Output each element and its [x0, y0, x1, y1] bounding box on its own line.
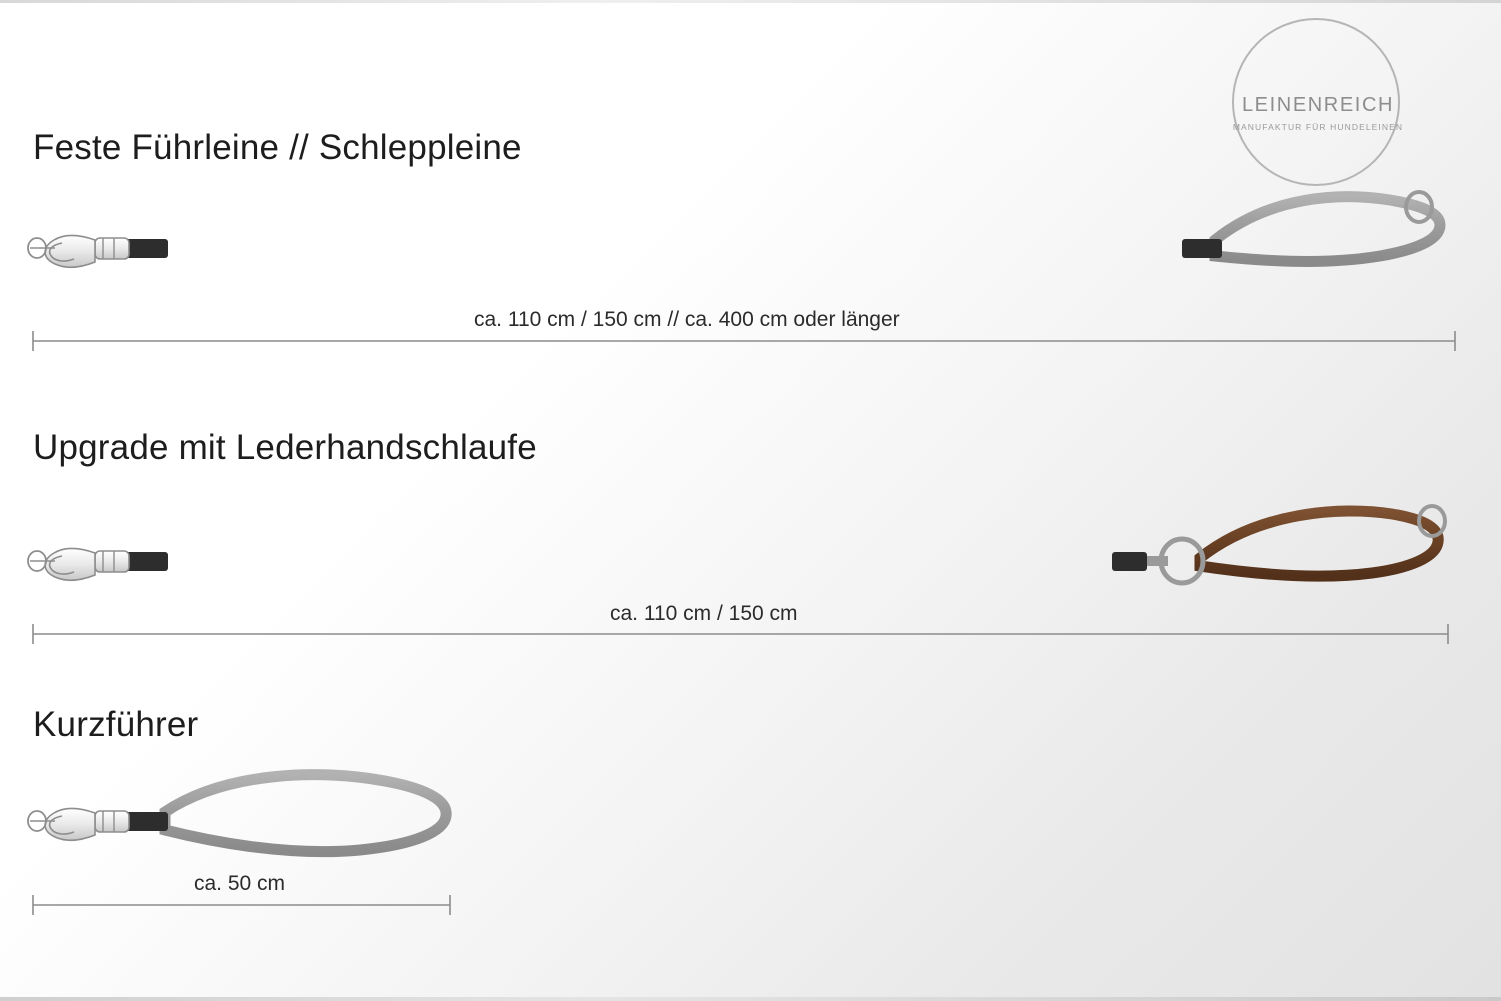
section-title-kurzfuehrer: Kurzführer: [33, 705, 199, 744]
logo-wordmark: LEINENREICH: [1241, 94, 1395, 116]
leash-graphic-kurzfuehrer: [28, 775, 450, 915]
leash-graphic-feste-fuehrleine: [28, 192, 1455, 351]
dimension-line: [33, 624, 1448, 644]
hand-loop: [165, 775, 446, 852]
leather-hand-loop: [1200, 511, 1438, 576]
ferrule-right: [1112, 552, 1147, 571]
section-title-upgrade-lederhandschlaufe: Upgrade mit Lederhandschlaufe: [33, 428, 537, 467]
snap-hook: [28, 809, 129, 841]
leash-graphic-upgrade-lederhandschlaufe: [28, 506, 1448, 644]
snap-hook: [28, 549, 129, 581]
section-title-feste-fuehrleine: Feste Führleine // Schleppleine: [33, 128, 522, 167]
dimension-label-upgrade-lederhandschlaufe: ca. 110 cm / 150 cm: [610, 602, 798, 625]
dimension-label-kurzfuehrer: ca. 50 cm: [194, 872, 286, 895]
dimension-line: [33, 331, 1455, 351]
logo-tagline: MANUFAKTUR FÜR HUNDELEINEN: [1232, 122, 1404, 132]
ferrule-right: [1182, 239, 1222, 258]
dimension-label-feste-fuehrleine: ca. 110 cm / 150 cm // ca. 400 cm oder länger: [474, 308, 900, 331]
dimension-line: [33, 895, 450, 915]
snap-hook: [28, 236, 129, 268]
